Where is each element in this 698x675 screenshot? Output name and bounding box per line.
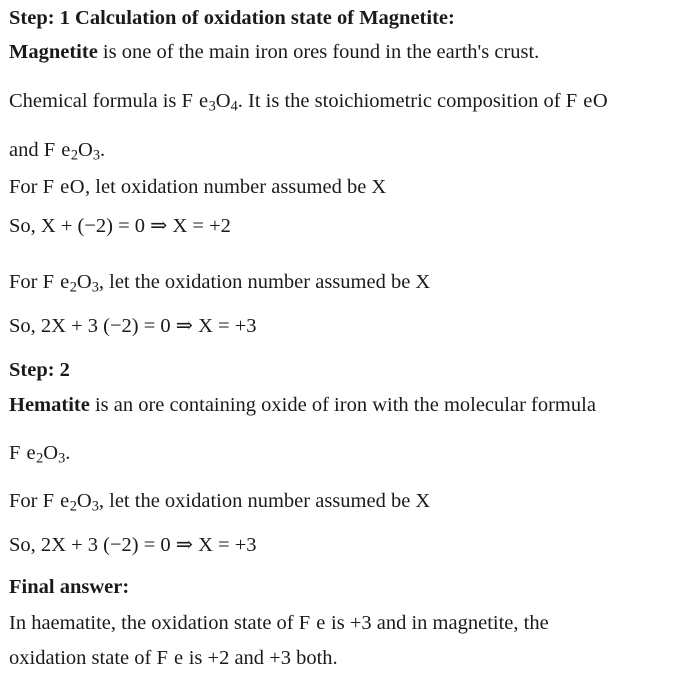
final-answer-heading: Final answer:	[9, 576, 130, 598]
and-fe2o3-line: and F $e_2O_3$.	[9, 139, 106, 164]
equation-feo: So, X + (−2) = 0 ⇒ X = +2	[9, 215, 231, 237]
magnetite-intro: Magnetite is one of the main iron ores found in the earth's crust.	[9, 41, 540, 63]
magnetite-term: Magnetite	[9, 41, 98, 63]
step2-fe2o3-assumption: For F $e_2O_3$, let the oxidation number assumed be X	[9, 490, 431, 515]
final-answer-line2: oxidation state of F e is +2 and +3 both.	[9, 647, 338, 669]
hematite-formula: F $e_2O_3$.	[9, 442, 71, 467]
equation-fe2o3: So, 2X + 3 (−2) = 0 ⇒ X = +3	[9, 315, 257, 337]
feo-assumption: For F eO, let oxidation number assumed be X	[9, 176, 387, 198]
final-answer-line1: In haematite, the oxidation state of F e is +3 and in magnetite, the	[9, 612, 549, 634]
fe2o3-assumption: For F $e_2O_3$, let the oxidation number assumed be X	[9, 271, 431, 296]
chemical-formula-line: Chemical formula is F $e_3O_4$. It is the stoichiometric composition of F eO	[9, 90, 609, 115]
step2-equation: So, 2X + 3 (−2) = 0 ⇒ X = +3	[9, 534, 257, 556]
hematite-term: Hematite	[9, 394, 90, 416]
hematite-intro: Hematite is an ore containing oxide of iron with the molecular formula	[9, 394, 596, 416]
step1-heading: Step: 1 Calculation of oxidation state of Magnetite:	[9, 7, 455, 29]
step2-heading: Step: 2	[9, 359, 70, 381]
